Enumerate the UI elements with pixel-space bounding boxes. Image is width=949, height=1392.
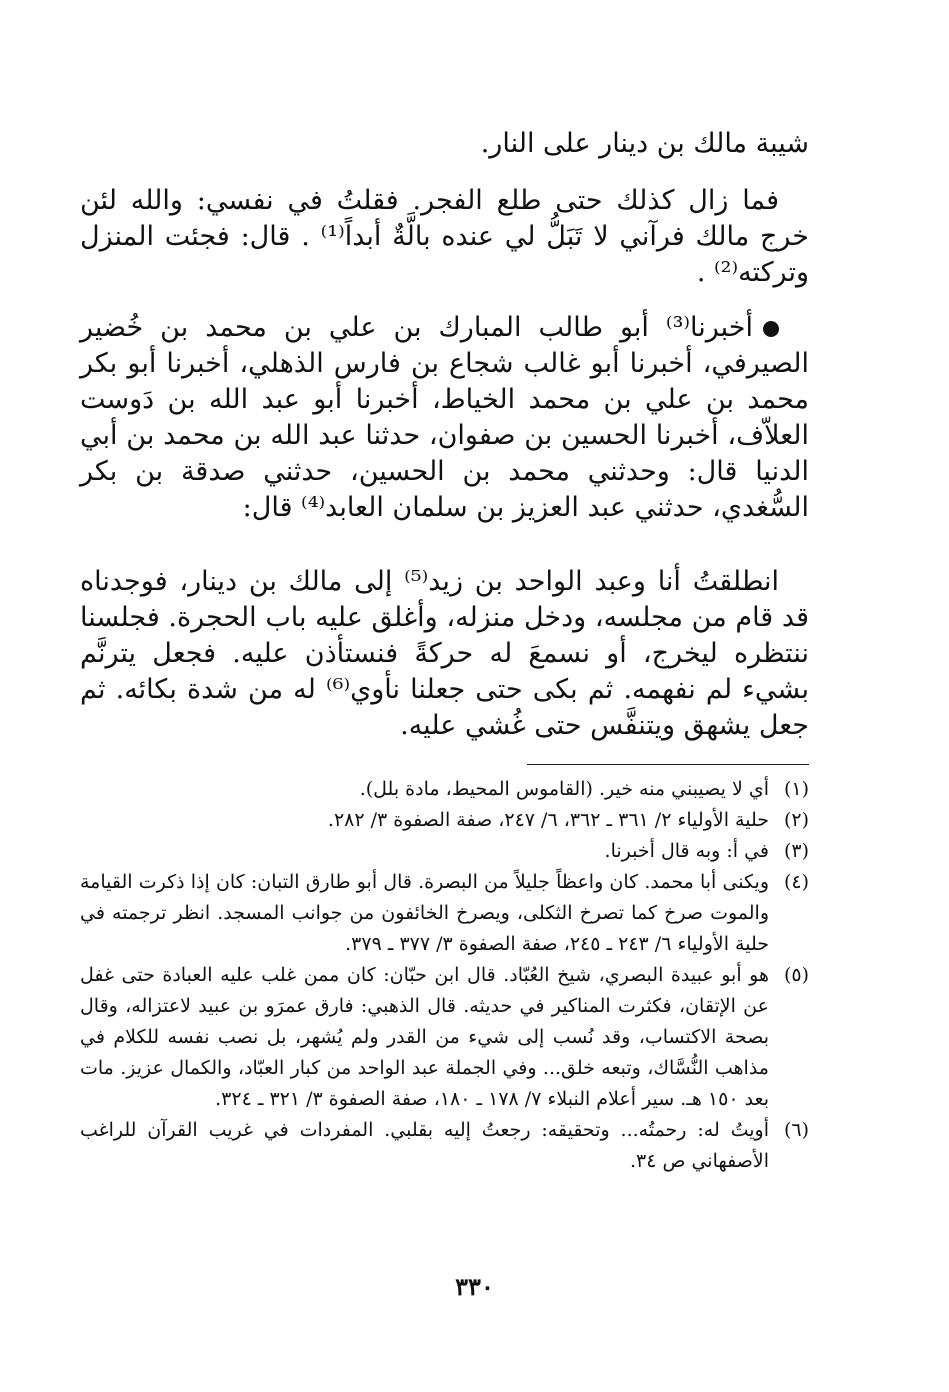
- paragraph-text-with-bullet: [80, 310, 809, 526]
- main-text-line: شيبة مالك بن دينار على النار.: [480, 128, 809, 159]
- footnote-text: في أ: وبه قال أخبرنا.: [604, 840, 769, 862]
- footnote-divider: [527, 764, 809, 765]
- footnote-number: (٣): [783, 840, 809, 862]
- footnote: [80, 805, 809, 836]
- footnote: [80, 774, 809, 805]
- footnote-text: هو أبو عبيدة البصري، شيخ العُبّاد. قال ابن حبّان: كان ممن غلب عليه العبادة حتى غفل عن الإتقان، فكثرت المناكير في حديثه. قال الذهبي: فارق عمرَو بن عبيد لاعتزاله، وقال بصحة الاكتساب، وقد نُسب إلى شيء من القدر ولم يُشهر، بل نصب نفسه للكلام في مذاهب النُّسَّاك، وتبعه خلق... وفي الجملة عبد الواحد من كبار العبّاد، والكمال عزيز. مات بعد ١٥٠ هـ. سير أعلام النبلاء ٧/ ١٧٨ ـ ١٨٠، صفة الصفوة ٣/ ٣٢١ ـ ٣٢٤.: [80, 964, 769, 1110]
- bullet-icon: [763, 321, 779, 337]
- footnote: [80, 836, 809, 867]
- footnote-text: أي لا يصيبني منه خير. (القاموس المحيط، مادة بلل).: [359, 778, 769, 800]
- footnote-number: (٤): [783, 871, 809, 893]
- footnote: [80, 867, 809, 960]
- footnote-number: (٥): [783, 964, 809, 986]
- footnote-number: (٦): [783, 1119, 809, 1141]
- footnote-text: حلية الأولياء ٢/ ٣٦١ ـ ٣٦٢، ٦/ ٢٤٧، صفة الصفوة ٣/ ٢٨٢.: [327, 809, 769, 831]
- paragraph-text: أخبرنا⁽³⁾ أبو طالب المبارك بن علي بن محمد بن خُضير الصيرفي، أخبرنا أبو غالب شجاع بن فارس الذهلي، أخبرنا أبو بكر محمد بن علي بن محمد الخياط، أخبرنا أبو عبد الله بن دَوست العلاّف، أخبرنا الحسين بن صفوان، حدثنا عبد الله بن محمد بن أبي الدنيا قال: وحدثني محمد بن الحسين، حدثني صدقة بن بكر السُّغدي، حدثني عبد العزيز بن سلمان العابد⁽⁴⁾ قال:: [80, 312, 809, 523]
- footnotes: [80, 774, 809, 1177]
- paragraph-text: فما زال كذلك حتى طلع الفجر. فقلتُ في نفسي: والله لئن خرج مالك فرآني لا تَبَلُّ لي عنده بالَّةٌ أبداً⁽¹⁾ . قال: فجئت المنزل وتركته⁽²⁾ .: [80, 185, 809, 288]
- footnote: [80, 1115, 809, 1177]
- main-paragraph-1: [80, 183, 809, 291]
- footnote-number: (١): [783, 778, 809, 800]
- footnote: [80, 960, 809, 1115]
- page-number: ٣٣٠: [455, 1272, 494, 1301]
- paragraph-text: انطلقتُ أنا وعبد الواحد بن زيد⁽⁵⁾ إلى مالك بن دينار، فوجدناه قد قام من مجلسه، ودخل منزله، وأغلق عليه باب الحجرة. فجلسنا ننتظره ليخرج، أو نسمعَ له حركةً فنستأذن عليه. فجعل يترنَّم بشيء لم نفهمه. ثم بكى حتى جعلنا نأوي⁽⁶⁾ له من شدة بكائه. ثم جعل يشهق ويتنفَّس حتى غُشي عليه.: [80, 566, 809, 741]
- main-paragraph-2: [80, 310, 809, 526]
- footnote-number: (٢): [783, 809, 809, 831]
- footnote-text: ويكنى أبا محمد. كان واعظاً جليلاً من البصرة. قال أبو طارق التبان: كان إذا ذكرت القيامة والموت صرخ كما تصرخ الثكلى، ويصرخ الخائفون من جوانب المسجد. انظر ترجمته في حلية الأولياء ٦/ ٢٤٣ ـ ٢٤٥، صفة الصفوة ٣/ ٣٧٧ ـ ٣٧٩.: [80, 871, 769, 955]
- main-paragraph-3: [80, 564, 809, 744]
- footnote-text: أويتُ له: رحمتُه... وتحقيقه: رجعتُ إليه بقلبي. المفردات في غريب القرآن للراغب الأصفهاني ص ٣٤.: [80, 1119, 769, 1172]
